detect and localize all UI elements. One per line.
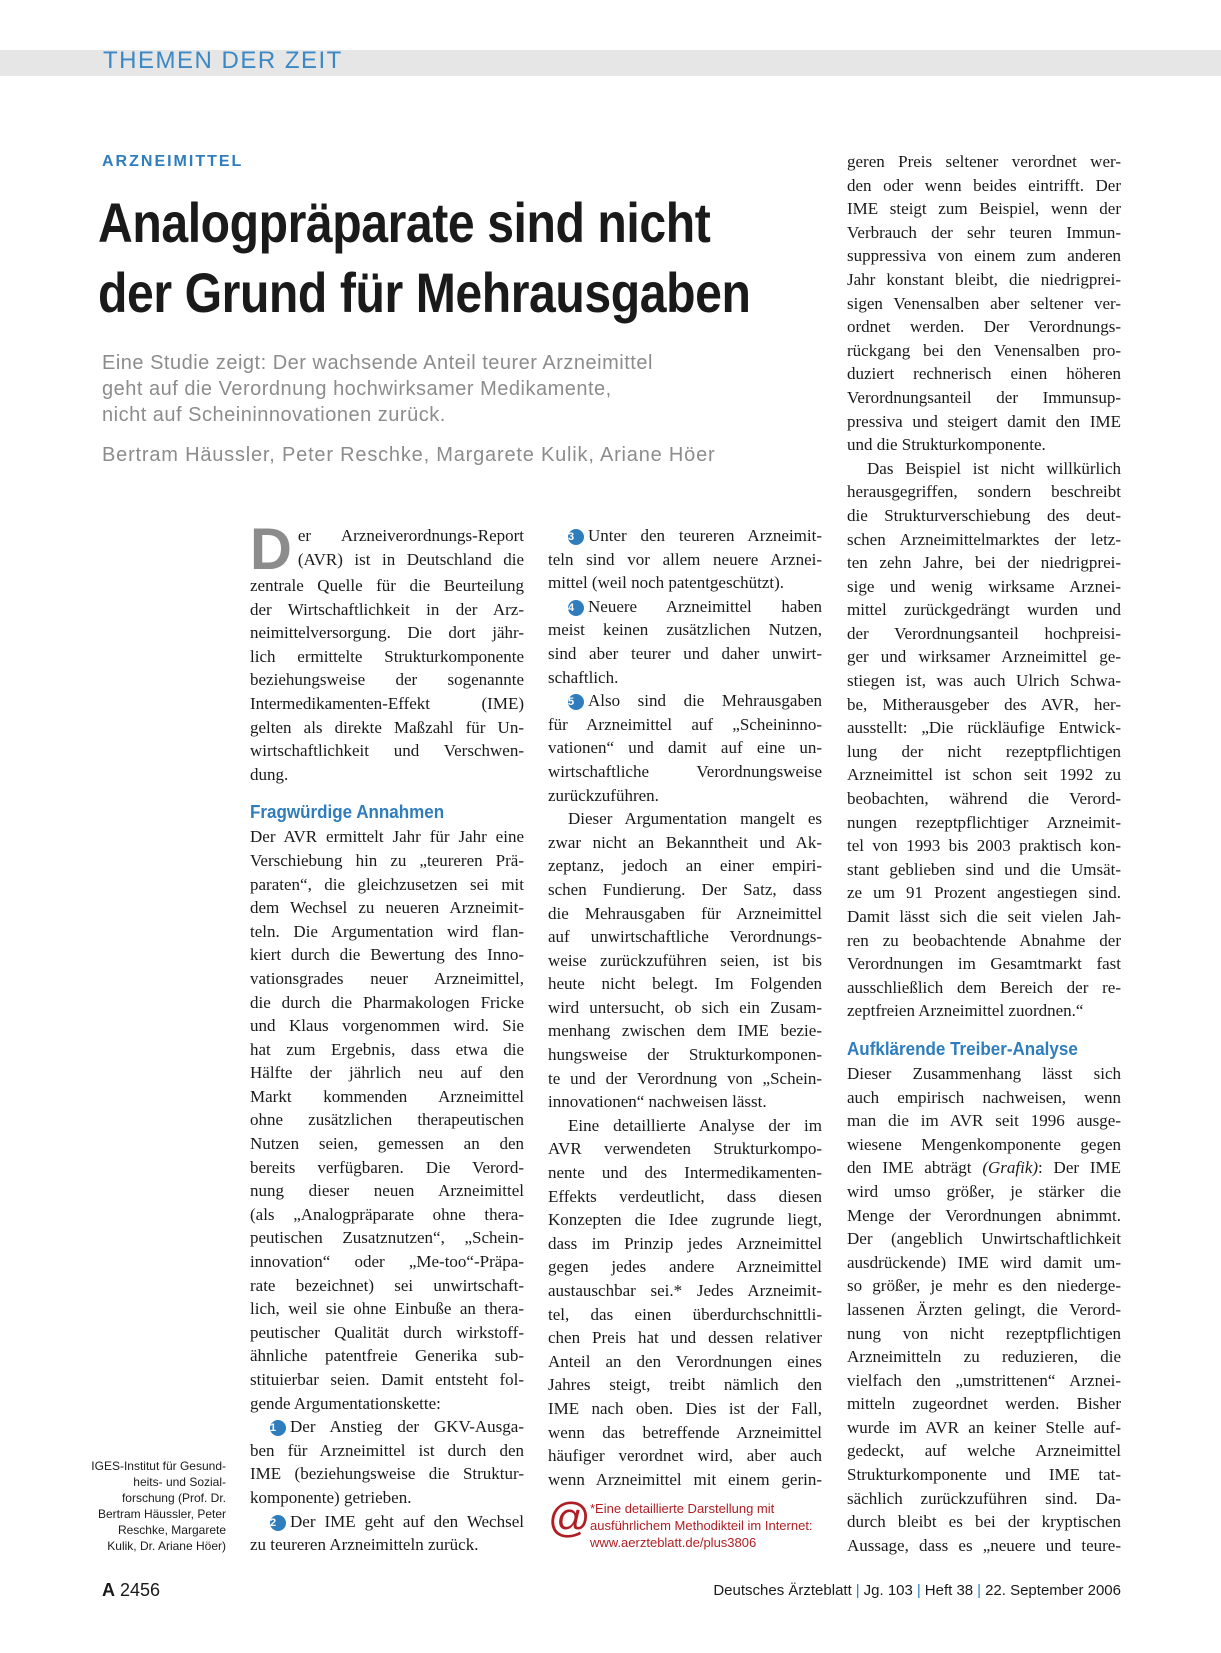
text-line: durch bleibt es bei der kryptischen (847, 1512, 1121, 1532)
paragraph (548, 1114, 822, 1492)
text-line: wirtschaftlichkeit und Verschwen- (250, 741, 524, 761)
text-line: vationen“ und damit auf eine un- (548, 738, 822, 758)
text-line: vationsgrades neuer Arzneimittel, (250, 968, 524, 988)
text-line: peutischen Zusatznutzen“, „Schein- (250, 1228, 524, 1248)
text-line: den oder wenn beides eintrifft. Der (847, 175, 1121, 195)
number-badge: 5 (568, 694, 584, 710)
text-line: hungsweise der Strukturkomponen- (548, 1045, 822, 1065)
journal-issue: Heft 38 (924, 1582, 974, 1599)
text-line: peutischer Qualität durch wirkstoff- (250, 1322, 524, 1342)
lead-line: geht auf die Verordnung hochwirksamer Medikamente, (102, 378, 612, 400)
text-line: beziehungsweise der sogenannte (250, 670, 524, 690)
text-line: Also sind die Mehrausgaben (588, 691, 822, 711)
text-line: kiert durch die Bewertung des Inno- (250, 945, 524, 965)
text-line: ausstellt: „Die rückläufige Entwick- (847, 718, 1121, 738)
page-prefix: A (102, 1580, 115, 1600)
paragraph (548, 807, 822, 1114)
at-icon: @ (548, 1494, 591, 1541)
number-badge: 4 (568, 600, 584, 616)
text-line: herausgegriffen, sondern beschreibt (847, 482, 1121, 502)
text-line: Dieser Argumentation mangelt es (568, 809, 822, 829)
text-line: neimittelversorgung. Die dort jähr- (250, 623, 524, 643)
text-line: zeptfreien Arzneimittel zuordnen.“ (847, 1001, 1084, 1021)
text-line: mittel zurückgedrängt wurden und (847, 600, 1121, 620)
text-line: te und der Verordnung von „Schein- (548, 1068, 822, 1088)
text-line: ger und wirksamer Arzneimittel ge- (847, 647, 1121, 667)
text-line: gedeckt, auf welche Arzneimittel (847, 1441, 1121, 1461)
text-column-1 (250, 517, 524, 1557)
number-badge: 2 (270, 1515, 286, 1531)
affiliation-line: Bertram Häussler, Peter (97, 1507, 226, 1521)
text-line: zurückzuführen. (548, 785, 659, 805)
text-line: komponente) getrieben. (250, 1487, 412, 1507)
journal-date: 22. September 2006 (985, 1582, 1121, 1599)
text-line: meist keinen zusätzlichen Nutzen, (548, 620, 822, 640)
text-line: Unter den teureren Arzneimit- (588, 526, 822, 545)
divider: | (855, 1582, 860, 1599)
text-line: Effekts verdeutlicht, dass diesen (548, 1186, 822, 1206)
text-line: Verordnungen im Gesamtmarkt fast (847, 954, 1121, 974)
text-fragment: : Der IME (1038, 1158, 1121, 1178)
text-line: sigen Venensalben aber seltener ver- (847, 293, 1121, 313)
text-line: Hälfte der jährlich neu auf den (250, 1063, 524, 1083)
text-line: IME steigt zum Beispiel, wenn der (847, 199, 1121, 219)
text-line: gelten als direkte Maßzahl für Un- (250, 717, 524, 737)
text-line: wiesene Mengenkomponente gegen (847, 1134, 1121, 1154)
text-line: austauschbar sei.* Jedes Arzneimit- (548, 1281, 822, 1300)
text-line: zentrale Quelle für die Beurteilung (250, 576, 524, 595)
lead-line: Eine Studie zeigt: Der wachsende Anteil teurer Arzneimittel (102, 352, 653, 374)
list-item (548, 689, 822, 807)
text-line: ben für Arzneimittel ist durch den (250, 1440, 524, 1460)
text-line: lassenen Ärzten gelingt, die Verord- (847, 1299, 1121, 1319)
text-line: wenn Arzneimittel mit einem gerin- (548, 1469, 822, 1489)
note-text (590, 1500, 813, 1551)
title-line: Analogpräparate sind nicht (98, 191, 711, 254)
journal-info (713, 1582, 1121, 1599)
text-fragment: den IME abträgt (847, 1158, 983, 1178)
text-line: der Verordnungsanteil hochpreisi- (847, 623, 1121, 643)
text-line: hat zum Ergebnis, dass etwa die (250, 1039, 524, 1059)
text-line: und die Strukturkomponente. (847, 435, 1046, 455)
text-line: Nutzen seien, gemessen an den (250, 1134, 524, 1154)
note-line: *Eine detaillierte Darstellung mit (590, 1501, 775, 1516)
text-line: sind aber teurer und daher unwirt- (548, 643, 822, 663)
text-line: stiegen ist, was auch Ulrich Schwa- (847, 671, 1121, 691)
text-line: wurde im AVR an keiner Stelle auf- (847, 1417, 1121, 1437)
text-line: stant geblieben sind und die Umsät- (847, 859, 1121, 879)
text-line: pressiva und steigert damit den IME (847, 411, 1121, 431)
text-line: rückgang bei den Venensalben pro- (847, 340, 1121, 360)
text-line: mittel (weil noch patentgeschützt). (548, 573, 785, 593)
text-line: ohne zusätzlichen therapeutischen (250, 1110, 524, 1130)
text-line: Der Anstieg der GKV-Ausga- (290, 1417, 524, 1437)
text-line: duziert rechnerisch einen höheren (847, 364, 1121, 384)
text-line: sächlich zurückzuführen sind. Da- (847, 1488, 1121, 1508)
note-line: ausführlichem Methodikteil im Internet: (590, 1518, 813, 1533)
article-authors: Bertram Häussler, Peter Reschke, Margarete Kulik, Ariane Höer (102, 444, 716, 466)
text-line: Verschiebung hin zu „teureren Prä- (250, 850, 524, 870)
text-line: Anteil an den Verordnungen eines (548, 1351, 822, 1371)
affiliation-line: Reschke, Margarete (117, 1523, 226, 1537)
paragraph (847, 457, 1121, 1023)
lead-line: nicht auf Scheininnovationen zurück. (102, 404, 446, 426)
text-line: schen Arzneimittelmarktes der letz- (847, 529, 1121, 549)
article-kicker: ARZNEIMITTEL (102, 153, 244, 170)
text-line: bereits verfügbaren. Die Verord- (250, 1157, 524, 1177)
list-item (250, 1415, 524, 1509)
text-line: Verordnungsanteil der Immunsup- (847, 387, 1121, 407)
text-line: ordnet werden. Der Verordnungs- (847, 317, 1121, 337)
text-line: Der IME geht auf den Wechsel (290, 1511, 524, 1531)
article-lead (102, 350, 742, 428)
text-line: dung. (250, 764, 289, 784)
page-number-value: 2456 (120, 1580, 161, 1600)
text-line: lich, weil sie ohne Einbuße an thera- (250, 1299, 524, 1319)
text-line: wird umso größer, je stärker die (847, 1181, 1121, 1201)
text-line: geren Preis seltener verordnet wer- (847, 152, 1121, 171)
text-line: lung der nicht rezeptpflichtigen (847, 741, 1121, 761)
affiliation-line: forschung (Prof. Dr. (121, 1491, 226, 1505)
text-line: schen Fundierung. Der Satz, dass (548, 879, 822, 899)
text-line: die Strukturverschiebung des deut- (847, 505, 1121, 525)
text-line: Neuere Arzneimittel haben (588, 596, 822, 616)
text-line: ten zehn Jahre, bei der niedrigprei- (847, 553, 1121, 573)
text-line: Jahr konstant bleibt, die niedrigprei- (847, 269, 1121, 289)
paragraph (250, 517, 524, 786)
text-line: suppressiva von einem zum anderen (847, 246, 1121, 266)
text-line: Konzepten die Idee zugrunde liegt, (548, 1210, 822, 1230)
text-line: vielfach den „umstrittenen“ Arznei- (847, 1370, 1121, 1390)
text-line: wird untersucht, ob sich ein Zusam- (548, 997, 822, 1017)
text-line: heute nicht belegt. Im Folgenden (548, 974, 822, 994)
text-line: die Mehrausgaben für Arzneimittel (548, 903, 822, 923)
paragraph (847, 1062, 1121, 1557)
text-line: Jahres steigt, treibt nämlich den (548, 1375, 822, 1395)
text-line: gegen jedes andere Arzneimittel (548, 1257, 822, 1277)
text-line: tel von 1993 bis 2003 praktisch kon- (847, 836, 1121, 856)
text-line: Aussage, dass es „neuere und teure- (847, 1535, 1121, 1555)
affiliation-line: IGES-Institut für Gesund- (91, 1459, 226, 1473)
section-tag: THEMEN DER ZEIT (103, 47, 343, 74)
text-line: gende Argumentationskette: (250, 1393, 441, 1413)
figure-reference: (Grafik) (982, 1158, 1039, 1178)
author-affiliation (60, 1458, 226, 1554)
affiliation-line: heits- und Sozial- (133, 1475, 226, 1489)
text-line: nung von nicht rezeptpflichtigen (847, 1323, 1121, 1343)
paragraph (250, 825, 524, 1415)
text-line: Das Beispiel ist nicht willkürlich (867, 458, 1121, 478)
text-line: Dieser Zusammenhang lässt sich (847, 1063, 1121, 1083)
list-item (250, 1510, 524, 1557)
text-line: weise zurückzuführen seien, ist bis (548, 950, 822, 970)
divider: | (977, 1582, 982, 1599)
text-line: schaftlich. (548, 667, 619, 687)
text-line: mitteln zugeordnet werden. Bisher (847, 1394, 1121, 1414)
page-number (102, 1580, 160, 1601)
note-link[interactable]: www.aerzteblatt.de/plus3806 (590, 1535, 757, 1550)
text-line: die durch die Pharmakologen Fricke (250, 992, 524, 1012)
list-item (548, 595, 822, 689)
subheading: Aufklärende Treiber-Analyse (847, 1037, 1078, 1059)
number-badge: 3 (568, 529, 584, 545)
text-line: innovationen“ nachweisen lässt. (548, 1092, 767, 1112)
text-line: so größer, je mehr es den niederge- (847, 1276, 1121, 1296)
text-line: rate bezeichnet) sei unwirtschaft- (250, 1275, 524, 1295)
text-line: zu teureren Arzneimitteln zurück. (250, 1535, 479, 1555)
affiliation-line: Kulik, Dr. Ariane Höer) (107, 1539, 226, 1553)
text-line: sige und wenig wirksame Arznei- (847, 576, 1121, 596)
number-badge: 1 (270, 1420, 286, 1436)
text-line: teln sind vor allem neuere Arznei- (548, 549, 822, 569)
drop-cap: D (250, 517, 292, 582)
text-line: wenn das betreffende Arzneimittel (548, 1422, 822, 1442)
article-title (98, 188, 751, 328)
text-line: menhang zwischen dem IME bezie- (548, 1021, 822, 1041)
text-line: AVR verwendeten Strukturkompo- (548, 1139, 822, 1159)
text-line: teln. Die Argumentation wird flan- (250, 921, 524, 941)
text-line: be, Mitherausgeber des AVR, her- (847, 694, 1121, 714)
text-line: ausdrückende) IME wird damit um- (847, 1252, 1121, 1272)
text-line: ze um 91 Prozent angestiegen sind. (847, 883, 1121, 903)
text-line: beobachten, während die Verord- (847, 789, 1121, 809)
text-line: er Arzneiverordnungs-Report (297, 526, 524, 545)
divider: | (916, 1582, 921, 1599)
text-line: ähnliche patentfreie Generika sub- (250, 1346, 524, 1366)
text-line: dass im Prinzip jedes Arzneimittel (548, 1233, 822, 1253)
text-line: lich ermittelte Strukturkomponente (250, 646, 524, 666)
text-line: häufiger verordnet wird, aber auch (548, 1446, 822, 1466)
text-line: Arzneimittel ist schon seit 1992 zu (847, 765, 1121, 785)
text-line: paraten“, die gleichzusetzen sei mit (250, 874, 524, 894)
text-line: zeptanz, jedoch an einer empiri- (548, 856, 822, 876)
text-line: Damit lässt sich die seit vielen Jah- (847, 907, 1121, 926)
title-line: der Grund für Mehrausgaben (98, 261, 751, 324)
text-line: Menge der Verordnungen abnimmt. (847, 1205, 1121, 1225)
text-line: IME (beziehungsweise die Struktur- (250, 1464, 524, 1484)
text-line (847, 1156, 1121, 1180)
text-line: Strukturkomponente und IME tat- (847, 1465, 1121, 1485)
text-line: wirtschaftliche Verordnungsweise (548, 761, 822, 781)
text-line: innovation“ oder „Me-too“-Präpa- (250, 1252, 524, 1272)
text-line: nung dieser neuen Arzneimittel (250, 1181, 524, 1201)
text-line: ausschließlich dem Bereich der re- (847, 977, 1121, 997)
text-line: auf unwirtschaftliche Verordnungs- (548, 927, 822, 947)
text-line: (als „Analogpräparate ohne thera- (250, 1204, 524, 1224)
text-line: und Klaus vorgenommen wird. Sie (250, 1016, 524, 1036)
text-line: Der AVR ermittelt Jahr für Jahr eine (250, 827, 524, 847)
text-line: man die im AVR seit 1996 ausge- (847, 1111, 1121, 1131)
text-line: Verbrauch der sehr teuren Immun- (847, 222, 1121, 242)
text-line: Intermedikamenten-Effekt (IME) (250, 693, 524, 713)
text-line: Arzneimitteln zu reduzieren, die (847, 1347, 1121, 1367)
text-line: (AVR) ist in Deutschland die (297, 549, 524, 569)
text-line: stituierbar seien. Damit entsteht fol- (250, 1370, 524, 1389)
text-line: chen Preis hat und dessen relativer (548, 1328, 822, 1348)
list-item (548, 524, 822, 595)
text-line: ren zu beobachtende Abnahme der (847, 930, 1121, 950)
subheading: Fragwürdige Annahmen (250, 801, 445, 823)
text-line: Markt kommenden Arzneimittel (250, 1086, 524, 1106)
text-line: für Arzneimittel auf „Scheininno- (548, 714, 822, 734)
text-line: dem Wechsel zu neueren Arzneimit- (250, 898, 524, 918)
paragraph (847, 150, 1121, 457)
text-line: nente und des Intermedikamenten- (548, 1163, 822, 1183)
journal-volume: Jg. 103 (863, 1582, 913, 1599)
text-line: tel, das einen überdurchschnittli- (548, 1304, 822, 1324)
text-line: der Wirtschaftlichkeit in der Arz- (250, 599, 524, 619)
journal-name: Deutsches Ärzteblatt (713, 1582, 852, 1599)
text-column-3 (847, 150, 1121, 1557)
text-line: auch empirisch nachweisen, wenn (847, 1087, 1121, 1107)
text-column-2 (548, 524, 822, 1491)
text-line: IME nach oben. Dies ist der Fall, (548, 1398, 822, 1418)
text-line: Eine detaillierte Analyse der im (568, 1115, 822, 1135)
text-line: nungen rezeptpflichtiger Arzneimit- (847, 812, 1121, 832)
text-line: zwar nicht an Bekanntheit und Ak- (548, 832, 822, 852)
text-line: Der (angeblich Unwirtschaftlichkeit (847, 1229, 1121, 1249)
